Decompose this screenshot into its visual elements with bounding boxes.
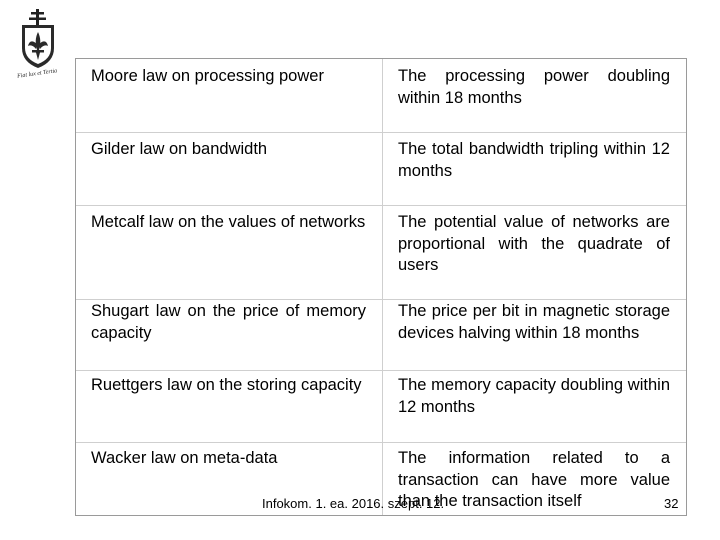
law-name: Shugart law on the price of memory capacity: [91, 302, 366, 342]
footer-text: Infokom. 1. ea. 2016. szept. 12.: [262, 496, 445, 511]
row-divider: [76, 132, 686, 133]
university-crest-icon: [10, 8, 66, 78]
law-name: Gilder law on bandwidth: [91, 140, 268, 158]
law-description: The potential value of networks are proportional with the quadrate of users: [398, 213, 670, 274]
row-divider: [76, 442, 686, 443]
laws-table: [75, 58, 687, 516]
law-description: The price per bit in magnetic storage devices halving within 18 months: [398, 302, 670, 342]
law-description: The processing power doubling within 18 months: [398, 67, 670, 107]
row-divider: [76, 370, 686, 371]
row-divider: [76, 299, 686, 300]
column-divider: [382, 59, 383, 515]
law-name: Wacker law on meta-data: [91, 449, 278, 467]
law-description: The memory capacity doubling within 12 months: [398, 376, 670, 416]
law-name: Metcalf law on the values of networks: [91, 213, 366, 231]
page-number: 32: [664, 496, 679, 511]
row-divider: [76, 205, 686, 206]
law-name: Moore law on processing power: [91, 67, 324, 85]
logo-caption: Fiat lux et Tertia: [16, 68, 58, 78]
law-name: Ruettgers law on the storing capacity: [91, 376, 362, 394]
law-description: The total bandwidth tripling within 12 months: [398, 140, 670, 180]
law-description: The information related to a transaction can have more value than the transaction itself: [398, 449, 670, 510]
